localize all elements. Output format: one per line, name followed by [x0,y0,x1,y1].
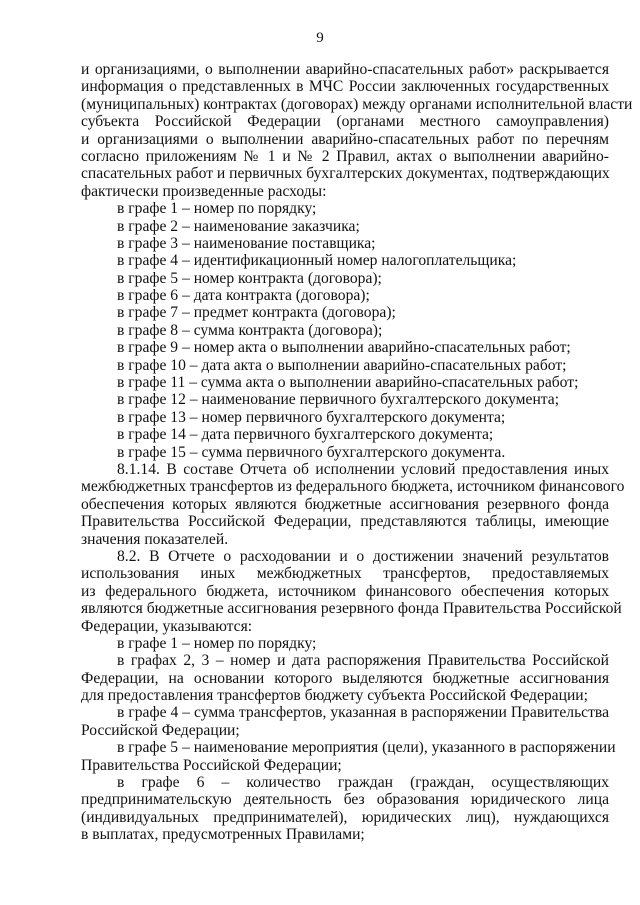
text-line: 8.1.14. В составе Отчета об исполнении условий предоставления иных [117,460,609,478]
text-line: Правительства Российской Федерации, представляются таблицы, имеющие [81,513,609,531]
text-line: значения показателей. [81,530,229,548]
list-item: в графе 4 – идентификационный номер налогоплательщика; [117,252,517,270]
text-line: из федерального бюджета, источником финансового обеспечения которых [81,582,609,600]
list-item: в графе 11 – сумма акта о выполнении аварийно-спасательных работ; [117,374,579,392]
list-item: в графе 12 – наименование первичного бухгалтерского документа; [117,391,560,409]
text-line: использования иных межбюджетных трансфертов, предоставляемых [81,565,609,583]
list-item: в графе 8 – сумма контракта (договора); [117,321,383,339]
text-line: 8.2. В Отчете о расходовании и о достижении значений результатов [117,547,609,565]
text-line: обеспечения которых являются бюджетные ассигнования резервного фонда [81,495,609,513]
text-line: спасательных работ и первичных бухгалтерских документах, подтверждающих [81,165,610,183]
list-item: в графе 10 – дата акта о выполнении аварийно-спасательных работ; [117,356,567,374]
text-line: являются бюджетные ассигнования резервного фонда Правительства Российской [81,600,622,618]
text-line: для предоставления трансфертов бюджету субъекта Российской Федерации; [81,687,588,705]
page-number: 9 [316,30,324,46]
text-line: в графах 2, 3 – номер и дата распоряжения Правительства Российской [117,652,609,670]
list-item: в графе 5 – номер контракта (договора); [117,269,382,287]
list-item: в графе 15 – сумма первичного бухгалтерского документа. [117,443,506,461]
text-line: Федерации, на основании которого выделяются бюджетные ассигнования [81,669,609,687]
list-item: в графе 2 – наименование заказчика; [117,217,360,235]
text-line: и организациями о выполнении аварийно-спасательных работ по перечням [81,130,609,148]
document-body [81,61,633,844]
text-line: в выплатах, предусмотренных Правилами; [81,826,365,844]
list-item: в графе 13 – номер первичного бухгалтерского документа; [117,408,506,426]
list-item: в графе 6 – дата контракта (договора); [117,287,370,305]
text-line: предпринимательскую деятельность без образования юридического лица [81,791,609,809]
text-line: Правительства Российской Федерации; [81,756,342,774]
text-line: информация о представленных в МЧС России заключенных государственных [81,78,609,96]
list-item: в графе 7 – предмет контракта (договора); [117,304,396,322]
list-item: в графе 1 – номер по порядку; [117,200,317,218]
text-line: (индивидуальных предпринимателей), юридических лиц), нуждающихся [81,808,609,826]
text-line: фактически произведенные расходы: [81,182,327,200]
text-line: в графе 4 – сумма трансфертов, указанная в распоряжении Правительства [117,704,609,722]
text-line: Российской Федерации; [81,721,240,739]
text-line: в графе 6 – количество граждан (граждан, осуществляющих [117,774,609,792]
text-line: межбюджетных трансфертов из федерального бюджета, источником финансового [81,478,625,496]
text-line: (муниципальных) контрактах (договорах) между органами исполнительной власти [81,95,633,113]
text-line: согласно приложениям № 1 и № 2 Правил, актах о выполнении аварийно- [81,147,609,165]
text-line: субъекта Российской Федерации (органами местного самоуправления) [81,113,609,131]
text-line: и организациями, о выполнении аварийно-спасательных работ» раскрывается [81,61,609,78]
list-item: в графе 9 – номер акта о выполнении аварийно-спасательных работ; [117,339,571,357]
text-line: Федерации, указываются: [81,617,253,635]
list-item: в графе 1 – номер по порядку; [117,634,317,652]
list-item: в графе 14 – дата первичного бухгалтерского документа; [117,426,494,444]
list-item: в графе 3 – наименование поставщика; [117,234,376,252]
text-line: в графе 5 – наименование мероприятия (цели), указанного в распоряжении [117,739,616,757]
